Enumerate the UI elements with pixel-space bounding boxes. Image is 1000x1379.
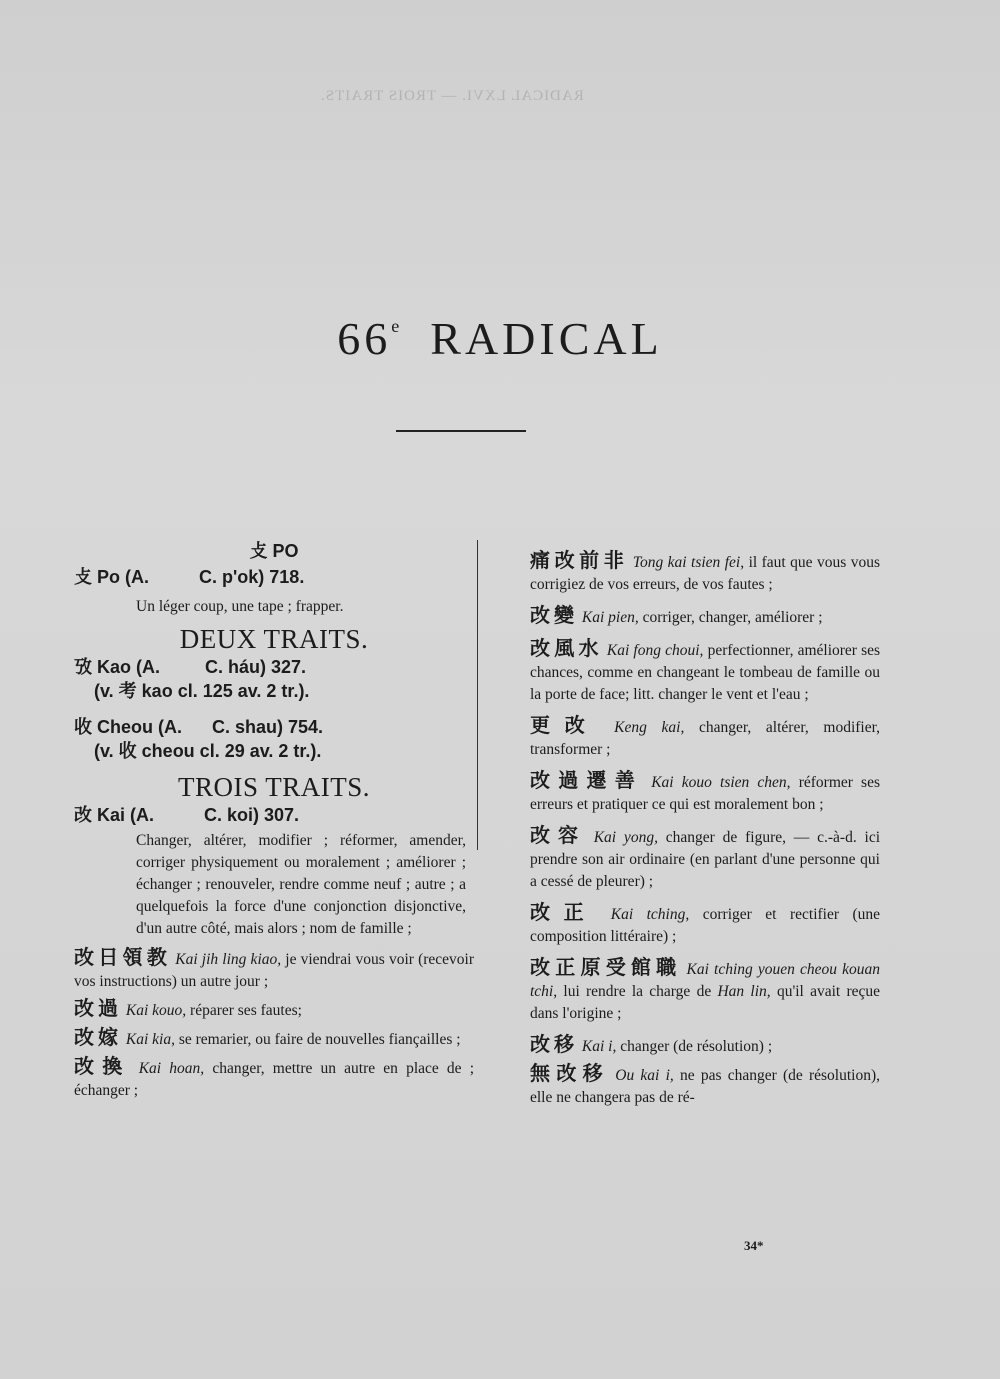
section-trois-traits: TROIS TRAITS. xyxy=(177,772,371,802)
entry-cjk: 改日領教 xyxy=(74,945,172,969)
entry-romanization: Kai kouo, xyxy=(125,1002,187,1019)
bleed-through-header: RADICAL LXVI. — TROIS TRAITS. xyxy=(320,88,584,104)
entry-romanization: Kai fong choui, xyxy=(606,642,704,659)
entry-text: changer de figure, — c.-à-d. ici prendre son air ordinaire (en parlant d'une personne qui a cessé de pleurer) ; xyxy=(530,829,881,890)
title-number: 66 xyxy=(337,313,392,364)
section-deux-traits: DEUX TRAITS. xyxy=(179,624,369,654)
entry-text: se remarier, ou faire de nouvelles fiançailles ; xyxy=(178,1031,461,1048)
entry-romanization: Ou kai i, xyxy=(615,1067,674,1084)
kao-reference: (v. 考 kao cl. 125 av. 2 tr.). xyxy=(94,681,310,701)
entry-romanization: Kai tching youen cheou kouan tchi, xyxy=(530,961,880,1000)
cheou-reference: (v. 收 cheou cl. 29 av. 2 tr.). xyxy=(94,741,322,761)
po-header: 攴 PO xyxy=(249,541,299,561)
entry-kai-kia xyxy=(74,1026,474,1051)
left-column xyxy=(74,540,474,1102)
entry-cjk: 改換 xyxy=(74,1054,131,1078)
entry-kai-tching xyxy=(530,901,880,948)
title-word: RADICAL xyxy=(430,313,663,364)
entry-kai-hoan xyxy=(74,1055,474,1102)
column-divider xyxy=(477,540,478,850)
entry-kai-i xyxy=(530,1033,880,1058)
entry-romanization: Kai yong, xyxy=(593,829,658,846)
right-column xyxy=(530,545,880,1109)
entry-romanization-2: Han lin, xyxy=(717,983,771,1000)
kai-definition: Changer, altérer, modifier ; réformer, amender, corriger physiquement ou moralement ; améliorer ; échanger ; renouveler, rendre comme neuf ; autre ; a quelquefois la force d'une conjonction disjonctive, d'un autre côté, mais alors ; nom de famille ; xyxy=(136,832,466,937)
entry-kai-tching-youen xyxy=(530,956,880,1025)
entry-text: réparer ses fautes; xyxy=(190,1002,302,1019)
kai-heading: 改 Kai (A. C. koi) 307. xyxy=(74,805,300,825)
entry-cjk: 改過 xyxy=(74,996,122,1020)
entry-romanization: Tong kai tsien fei, xyxy=(632,554,745,571)
entry-romanization: Kai kia, xyxy=(125,1031,175,1048)
page-title xyxy=(0,312,1000,365)
entry-text: changer, altérer, modifier, transformer ; xyxy=(530,719,881,758)
entry-cjk: 改風水 xyxy=(530,636,603,660)
entry-cjk: 改過遷善 xyxy=(530,768,644,792)
entry-tong-kai xyxy=(530,549,880,596)
entry-cjk: 改嫁 xyxy=(74,1025,122,1049)
entry-text: ne pas changer (de résolution), elle ne changera pas de ré- xyxy=(530,1067,881,1106)
entry-text: corriger et rectifier (une composition littéraire) ; xyxy=(530,906,881,945)
entry-text: lui rendre la charge de xyxy=(563,983,712,1000)
po-definition: Un léger coup, une tape ; frapper. xyxy=(136,598,344,615)
entry-cjk: 改變 xyxy=(530,603,578,627)
entry-kai-jih xyxy=(74,946,474,993)
entry-text-2: qu'il avait reçue dans l'origine ; xyxy=(530,983,881,1022)
cheou-heading: 收 Cheou (A. C. shau) 754. xyxy=(74,717,324,737)
entry-romanization: Keng kai, xyxy=(614,719,685,736)
entry-cjk: 痛改前非 xyxy=(530,548,629,572)
entry-text: changer (de résolution) ; xyxy=(620,1038,773,1055)
entry-text: corriger, changer, améliorer ; xyxy=(642,609,823,626)
page-folio: 34* xyxy=(744,1238,764,1253)
po-heading: 攴 Po (A. C. p'ok) 718. xyxy=(74,567,305,587)
entry-romanization: Kai tching, xyxy=(610,906,690,923)
entry-romanization: Kai hoan, xyxy=(138,1060,205,1077)
entry-text: je viendrai vous voir (recevoir vos instructions) un autre jour ; xyxy=(74,951,475,990)
entry-cjk: 無改移 xyxy=(530,1061,610,1085)
entry-ou-kai-i xyxy=(530,1062,880,1109)
entry-text: réformer ses erreurs et pratiquer ce qui est moralement bon ; xyxy=(530,774,880,813)
entry-cjk: 改容 xyxy=(530,823,586,847)
entry-kai-pien xyxy=(530,604,880,629)
entry-text: changer, mettre un autre en place de ; échanger ; xyxy=(74,1060,475,1099)
entry-cjk: 改移 xyxy=(530,1032,578,1056)
entry-kai-kouo xyxy=(74,997,474,1022)
kao-heading: 攷 Kao (A. C. háu) 327. xyxy=(74,657,307,677)
entry-romanization: Kai kouo tsien chen, xyxy=(651,774,791,791)
entry-keng-kai xyxy=(530,714,880,761)
title-sup: e xyxy=(391,316,400,336)
entry-cjk: 改正原受館職 xyxy=(530,955,682,979)
entry-cjk: 更改 xyxy=(530,713,600,737)
entry-kai-fong xyxy=(530,637,880,706)
title-rule xyxy=(396,430,526,432)
entry-kai-kouo-tsien xyxy=(530,769,880,816)
entry-romanization: Kai i, xyxy=(581,1038,617,1055)
entry-text: il faut que vous vous corrigiez de vos erreurs, de vos fautes ; xyxy=(530,554,881,593)
entry-romanization: Kai jih ling kiao, xyxy=(175,951,282,968)
entry-romanization: Kai pien, xyxy=(581,609,639,626)
entry-kai-yong xyxy=(530,824,880,893)
entry-cjk: 改正 xyxy=(530,900,598,924)
entry-text: perfectionner, améliorer ses chances, comme en changeant le tombeau de famille ou la porte de face; litt. changer le vent et l'eau ; xyxy=(530,642,881,703)
